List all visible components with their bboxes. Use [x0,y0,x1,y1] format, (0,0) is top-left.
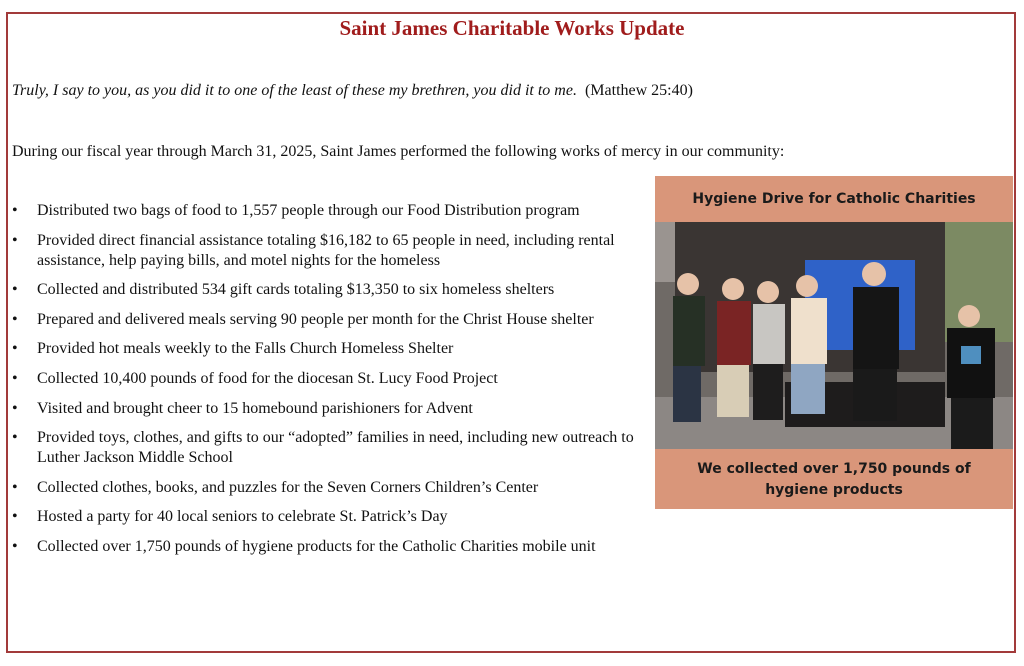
works-list [12,201,652,567]
work-item: • Collected over 1,750 pounds of hygiene products for the Catholic Charities mobile unit [12,537,652,557]
work-item: • Provided direct financial assistance totaling $16,182 to 65 people in need, including rental assistance, help paying bills, and motel nights for the homeless [12,231,652,271]
work-item: • Distributed two bags of food to 1,557 people through our Food Distribution program [12,201,652,221]
group-photo [655,222,1013,449]
card-heading: Hygiene Drive for Catholic Charities [692,190,976,207]
card-caption: We collected over 1,750 pounds of hygiene products [697,461,971,498]
quote-citation: (Matthew 25:40) [584,82,693,99]
work-item: • Provided toys, clothes, and gifts to our “adopted” families in need, including new outreach to Luther Jackson Middle School [12,428,652,468]
scripture-quote [12,82,693,100]
work-item: • Collected clothes, books, and puzzles for the Seven Corners Children’s Center [12,478,652,498]
work-item: • Prepared and delivered meals serving 90 people per month for the Christ House shelter [12,310,652,330]
page-title: Saint James Charitable Works Update [339,16,685,40]
work-item: • Collected 10,400 pounds of food for the diocesan St. Lucy Food Project [12,369,652,389]
work-item: • Collected and distributed 534 gift cards totaling $13,350 to six homeless shelters [12,280,652,300]
intro-paragraph: During our fiscal year through March 31, 2025, Saint James performed the following works of mercy in our community: [12,143,785,160]
work-item: • Visited and brought cheer to 15 homebound parishioners for Advent [12,399,652,419]
hygiene-drive-card [655,176,1013,509]
work-item: • Hosted a party for 40 local seniors to celebrate St. Patrick’s Day [12,507,652,527]
work-item: • Provided hot meals weekly to the Falls Church Homeless Shelter [12,339,652,359]
quote-text: Truly, I say to you, as you did it to one of the least of these my brethren, you did it to me. [12,82,577,99]
